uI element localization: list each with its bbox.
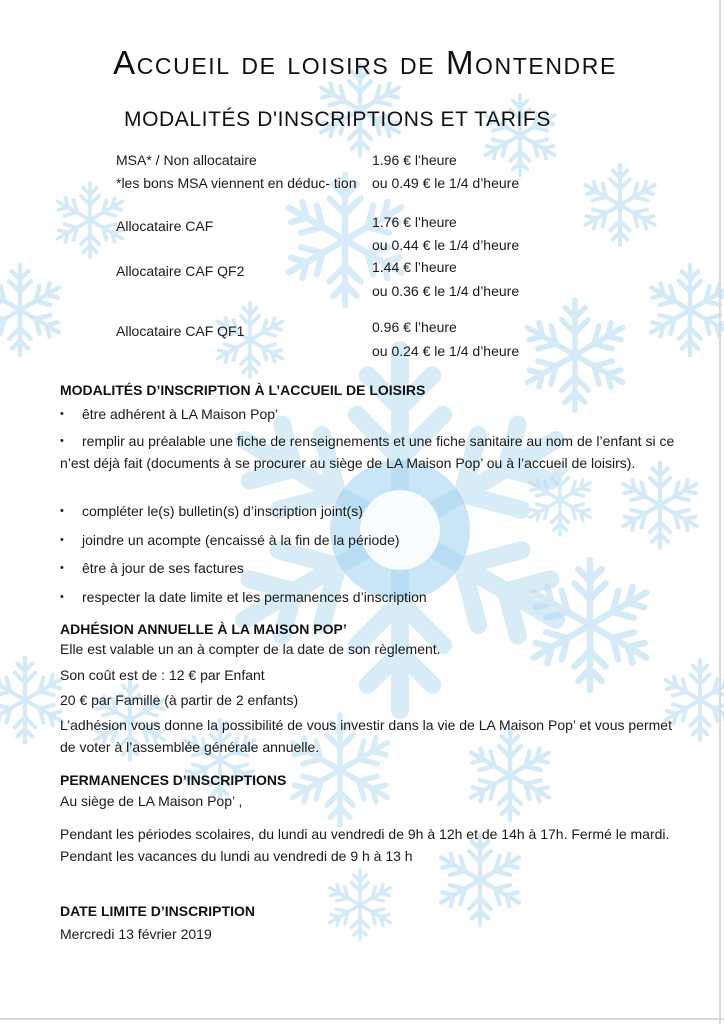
tarif-quarter-caf: ou 0.44 € le 1/4 d’heure — [372, 237, 520, 253]
tarif-label-msa: MSA* / Non allocataire — [116, 152, 257, 168]
list-item: • respecter la date limite et les permanences d’inscription — [60, 586, 675, 608]
list-item: • être adhérent à LA Maison Pop’ — [60, 403, 675, 425]
adhesion-cost-family: 20 € par Famille (à partir de 2 enfants) — [60, 692, 299, 708]
tarif-price-caf: 1.76 € l’heure — [372, 214, 457, 230]
bullet-icon: • — [60, 562, 64, 574]
bullet-icon: • — [60, 435, 64, 447]
list-item: • remplir au préalable une fiche de renseignements et une fiche sanitaire au nom de l’enfant si ce n’est déjà fait (documents à se procurer au siège de LA Maison Pop’ ou à l’accueil de loisirs). — [60, 430, 675, 474]
bullet-icon: • — [60, 408, 64, 420]
bullet-icon: • — [60, 534, 64, 546]
permanences-location: Au siège de LA Maison Pop’ , — [60, 793, 243, 809]
section-heading-date-limite: DATE LIMITE D’INSCRIPTION — [60, 903, 255, 919]
tarif-quarter-qf2: ou 0.36 € le 1/4 d’heure — [372, 283, 520, 299]
adhesion-cost-child: Son coût est de : 12 € par Enfant — [60, 667, 265, 683]
tarif-price-qf1: 0.96 € l’heure — [372, 319, 457, 335]
bullet-icon: • — [60, 591, 64, 603]
adhesion-description: L’adhésion vous donne la possibilité de vous investir dans la vie de LA Maison Pop’ et vous permet de voter à l’assemblée générale annuelle. — [60, 717, 672, 755]
section-heading-inscription: MODALITÉS D’INSCRIPTION À L’ACCUEIL DE LOISIRS — [60, 382, 426, 398]
tarif-label-qf2: Allocataire CAF QF2 — [116, 263, 245, 279]
date-limite-value: Mercredi 13 février 2019 — [60, 926, 212, 942]
permanences-hours: Pendant les périodes scolaires, du lundi au vendredi de 9h à 12h et de 14h à 17h. Fermé le mardi. Pendant les vacances du lundi au vendredi de 9 h à 13 h — [60, 826, 670, 864]
list-item: • être à jour de ses factures — [60, 557, 675, 579]
tarif-note-msa: *les bons MSA viennent en déduc- tion — [116, 175, 357, 191]
tarif-label-caf: Allocataire CAF — [116, 218, 214, 234]
page-edge-bottom — [0, 1018, 724, 1020]
section-heading-adhesion: ADHÉSION ANNUELLE À LA MAISON POP’ — [60, 621, 347, 637]
tarif-quarter-qf1: ou 0.24 € le 1/4 d’heure — [372, 343, 520, 359]
section-heading-permanences: PERMANENCES D’INSCRIPTIONS — [60, 772, 287, 788]
tarif-quarter-msa: ou 0.49 € le 1/4 d’heure — [372, 175, 520, 191]
list-item: • joindre un acompte (encaissé à la fin de la période) — [60, 529, 675, 551]
tarif-price-qf2: 1.44 € l’heure — [372, 259, 457, 275]
adhesion-validity: Elle est valable un an à compter de la date de son règlement. — [60, 641, 441, 657]
list-item: • compléter le(s) bulletin(s) d’inscription joint(s) — [60, 500, 675, 522]
page-edge-right — [719, 0, 721, 1024]
tarif-price-msa: 1.96 € l’heure — [372, 152, 457, 168]
tarif-label-qf1: Allocataire CAF QF1 — [116, 323, 245, 339]
bullet-icon: • — [60, 505, 64, 517]
section-title-tarifs: MODALITÉS D'INSCRIPTIONS ET TARIFS — [124, 108, 551, 131]
page-title: Accueil de loisirs de Montendre — [113, 44, 617, 81]
